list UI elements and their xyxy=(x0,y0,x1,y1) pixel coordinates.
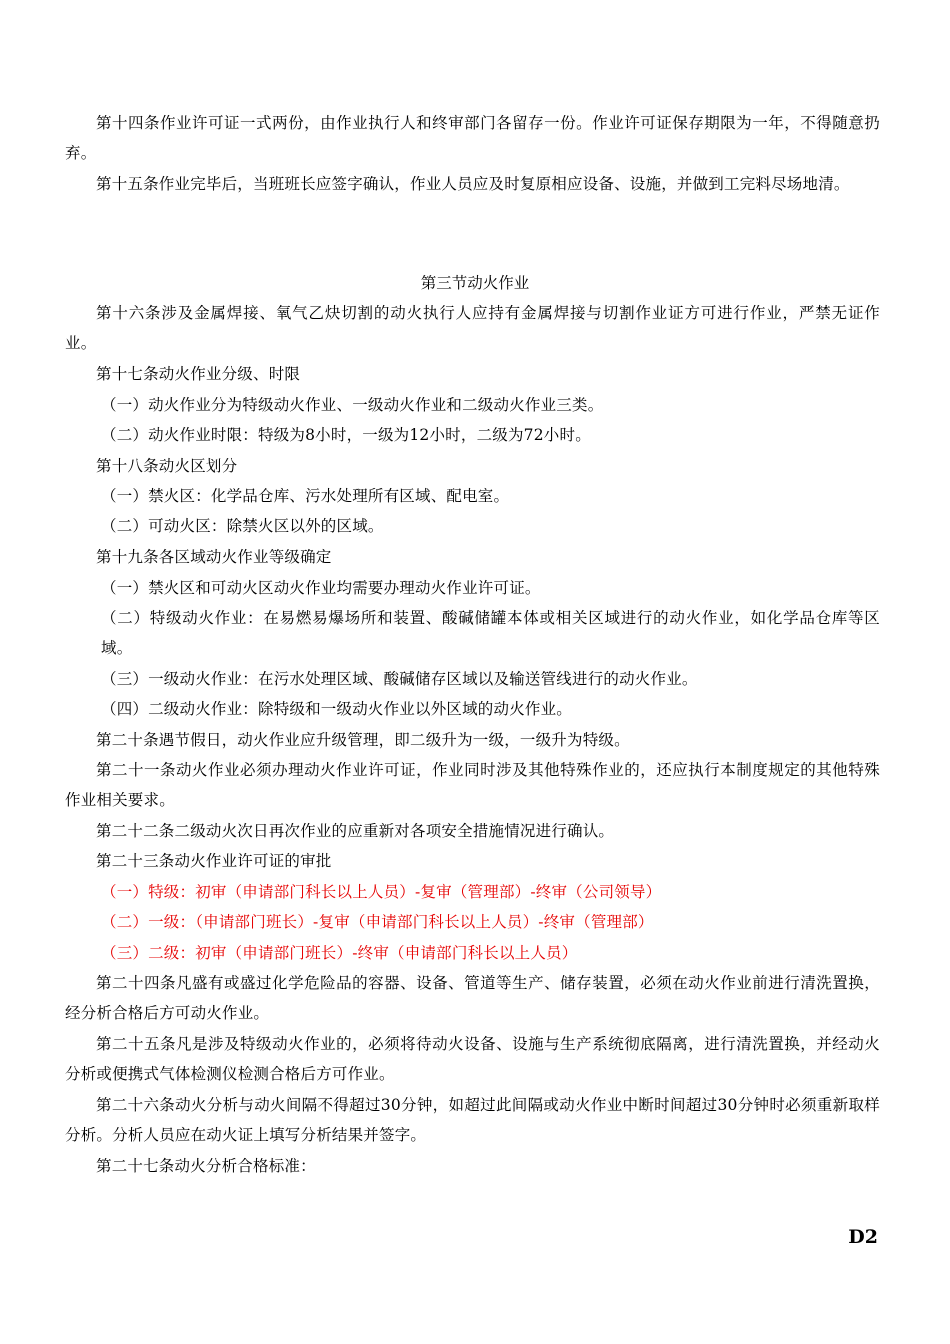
article-19-item-4: （四）二级动火作业：除特级和一级动火作业以外区域的动火作业。 xyxy=(101,700,573,718)
article-14: 第十四条作业许可证一式两份，由作业执行人和终审部门各留存一份。作业许可证保存期限为一年，不得随意扔弃。 xyxy=(65,114,880,162)
article-20: 第二十条遇节假日，动火作业应升级管理，即二级升为一级，一级升为特级。 xyxy=(96,731,630,749)
section-title: 第三节动火作业 xyxy=(420,274,530,292)
article-15: 第十五条作业完毕后，当班班长应签字确认，作业人员应及时复原相应设备、设施，并做到工完料尽场地清。 xyxy=(96,175,850,193)
article-22: 第二十二条二级动火次日再次作业的应重新对各项安全措施情况进行确认。 xyxy=(96,822,615,840)
article-19: 第十九条各区域动火作业等级确定 xyxy=(96,548,332,566)
approval-level-2: （三）二级：初审（申请部门班长）-终审（申请部门科长以上人员） xyxy=(101,944,578,962)
approval-special: （一）特级：初审（申请部门科长以上人员）-复审（管理部）-终审（公司领导） xyxy=(101,883,662,901)
article-19-item-3: （三）一级动火作业：在污水处理区域、酸碱储存区域以及输送管线进行的动火作业。 xyxy=(101,670,698,688)
approval-level-1: （二）一级：（申请部门班长）-复审（申请部门科长以上人员）-终审（管理部） xyxy=(101,913,654,931)
article-17-item-1: （一）动火作业分为特级动火作业、一级动火作业和二级动火作业三类。 xyxy=(101,396,604,414)
page-number: D2 xyxy=(848,1226,878,1248)
article-23: 第二十三条动火作业许可证的审批 xyxy=(96,852,332,870)
article-24: 第二十四条凡盛有或盛过化学危险品的容器、设备、管道等生产、储存装置，必须在动火作业前进行清洗置换，经分析合格后方可动火作业。 xyxy=(65,974,880,1022)
article-16: 第十六条涉及金属焊接、氧气乙炔切割的动火执行人应持有金属焊接与切割作业证方可进行作业，严禁无证作业。 xyxy=(65,304,880,352)
article-19-item-1: （一）禁火区和可动火区动火作业均需要办理动火作业许可证。 xyxy=(101,579,541,597)
article-18-item-2: （二）可动火区：除禁火区以外的区域。 xyxy=(101,517,384,535)
article-19-item-2: （二）特级动火作业：在易燃易爆场所和装置、酸碱储罐本体或相关区域进行的动火作业，如化学品仓库等区域。 xyxy=(101,609,880,657)
article-21: 第二十一条动火作业必须办理动火作业许可证，作业同时涉及其他特殊作业的，还应执行本制度规定的其他特殊作业相关要求。 xyxy=(65,761,880,809)
article-17-item-2: （二）动火作业时限：特级为8小时，一级为12小时，二级为72小时。 xyxy=(101,426,591,444)
article-26: 第二十六条动火分析与动火间隔不得超过30分钟，如超过此间隔或动火作业中断时间超过30分钟时必须重新取样分析。分析人员应在动火证上填写分析结果并签字。 xyxy=(65,1096,880,1144)
article-25: 第二十五条凡是涉及特级动火作业的，必须将待动火设备、设施与生产系统彻底隔离，进行清洗置换，并经动火分析或便携式气体检测仪检测合格后方可作业。 xyxy=(65,1035,880,1083)
article-27: 第二十七条动火分析合格标准： xyxy=(96,1157,316,1175)
article-18: 第十八条动火区划分 xyxy=(96,457,238,475)
article-17: 第十七条动火作业分级、时限 xyxy=(96,365,301,383)
article-18-item-1: （一）禁火区：化学品仓库、污水处理所有区域、配电室。 xyxy=(101,487,510,505)
